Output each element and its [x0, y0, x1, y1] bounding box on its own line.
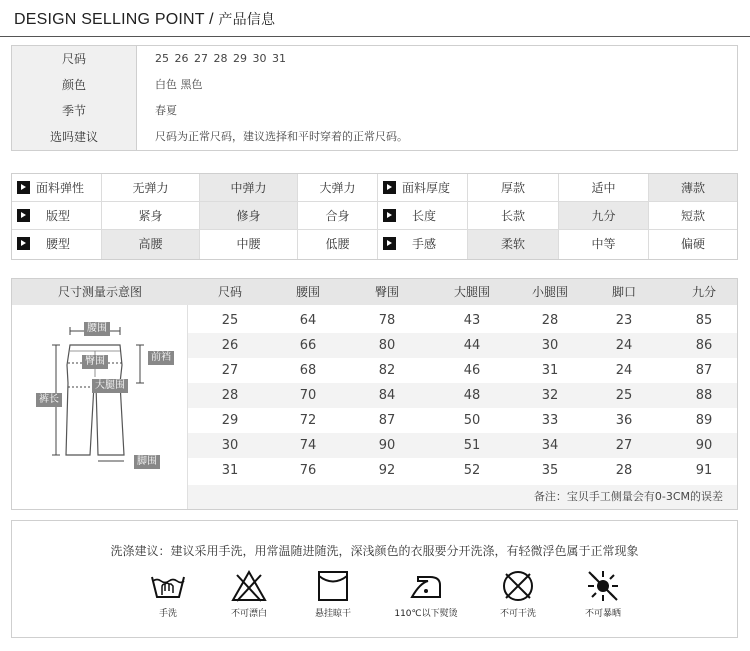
table-cell: 87	[695, 363, 713, 378]
table-cell: 89	[695, 413, 713, 428]
washing-icon-label: 不可干洗	[499, 609, 536, 619]
attributes-table	[11, 173, 738, 260]
table-cell: 85	[695, 313, 713, 328]
diagram-label-thigh: 大腿围	[92, 379, 128, 393]
table-cell: 30	[221, 438, 239, 453]
attribute-label: 版型	[12, 202, 102, 230]
table-cell: 64	[299, 313, 317, 328]
table-row	[188, 308, 737, 333]
table-cell: 74	[299, 438, 317, 453]
table-cell: 26	[221, 338, 239, 353]
attribute-option: 大弹力	[298, 174, 378, 202]
column-header: 臀围	[374, 285, 399, 299]
attribute-option-selected: 柔软	[468, 230, 559, 259]
washing-icon-item	[128, 569, 208, 629]
table-cell: 23	[615, 313, 633, 328]
table-cell: 44	[463, 338, 481, 353]
washing-icon-label: 110℃以下熨烫	[394, 609, 458, 619]
attribute-option: 短款	[649, 202, 737, 230]
table-cell: 76	[299, 463, 317, 478]
attribute-label: 腰型	[12, 230, 102, 259]
washing-section	[11, 520, 738, 638]
page-title-en: DESIGN SELLING POINT /	[14, 11, 214, 28]
table-cell: 30	[541, 338, 559, 353]
attribute-option-selected: 修身	[200, 202, 298, 230]
table-cell: 24	[615, 363, 633, 378]
table-cell: 91	[695, 463, 713, 478]
attribute-option: 合身	[298, 202, 378, 230]
attribute-label: 面料厚度	[378, 174, 468, 202]
table-cell: 31	[541, 363, 559, 378]
diagram-label-rise: 前裆	[148, 351, 174, 365]
table-cell: 27	[221, 363, 239, 378]
washing-icon-label: 不可暴晒	[584, 609, 621, 619]
section-header	[0, 0, 750, 37]
table-cell: 27	[615, 438, 633, 453]
diagram-title: 尺寸测量示意图	[57, 285, 142, 299]
basic-info-key: 颜色	[12, 72, 137, 98]
diagram-label-length: 裤长	[36, 393, 62, 407]
basic-info-table	[11, 45, 738, 151]
table-cell: 32	[541, 388, 559, 403]
basic-info-row	[12, 72, 737, 98]
attribute-label: 面料弹性	[12, 174, 102, 202]
attribute-option: 紧身	[102, 202, 200, 230]
attribute-option: 偏硬	[680, 237, 705, 251]
table-cell: 36	[615, 413, 633, 428]
table-cell: 46	[463, 363, 481, 378]
column-header: 尺码	[217, 285, 242, 299]
arrow-icon	[383, 181, 396, 194]
attribute-option: 长款	[468, 202, 559, 230]
size-note: 备注：宝贝手工侧量会有0-3CM的误差	[533, 490, 723, 503]
column-header: 小腿围	[531, 285, 568, 299]
table-cell: 33	[541, 413, 559, 428]
arrow-icon	[17, 181, 30, 194]
table-cell: 48	[463, 388, 481, 403]
washing-icon-item	[563, 569, 643, 629]
washing-icon-label: 悬挂晾干	[314, 609, 351, 619]
table-row	[188, 358, 737, 383]
basic-info-key: 尺码	[12, 46, 137, 72]
attribute-label: 长度	[378, 202, 468, 230]
table-cell: 43	[463, 313, 481, 328]
no-bleach-icon	[229, 569, 269, 603]
table-cell: 25	[615, 388, 633, 403]
basic-info-value: 25 26 27 28 29 30 31	[155, 52, 286, 65]
basic-info-row	[12, 124, 737, 150]
column-header: 脚口	[611, 285, 636, 299]
table-cell: 28	[541, 313, 559, 328]
arrow-icon	[17, 209, 30, 222]
table-cell: 90	[695, 438, 713, 453]
attribute-option: 中等	[559, 230, 649, 259]
washing-icon-item	[209, 569, 289, 629]
attribute-option-selected: 九分	[559, 202, 649, 230]
attribute-option: 厚款	[468, 174, 559, 202]
basic-info-value: 春夏	[155, 104, 177, 117]
attribute-option-selected: 薄款	[649, 174, 737, 202]
table-cell: 24	[615, 338, 633, 353]
basic-info-row	[12, 98, 737, 124]
diagram-label-waist: 腰围	[84, 322, 110, 336]
table-cell: 80	[378, 338, 396, 353]
page-title	[14, 9, 275, 29]
attribute-option: 中腰	[200, 230, 298, 259]
table-cell: 25	[221, 313, 239, 328]
attribute-option-selected: 高腰	[102, 230, 200, 259]
table-cell: 86	[695, 338, 713, 353]
table-cell: 90	[378, 438, 396, 453]
table-cell: 70	[299, 388, 317, 403]
table-cell: 87	[378, 413, 396, 428]
table-cell: 68	[299, 363, 317, 378]
washing-icon-item	[293, 569, 373, 629]
no-tumble-dry-icon	[498, 569, 538, 603]
hang-dry-icon	[313, 569, 353, 603]
table-cell: 29	[221, 413, 239, 428]
basic-info-value: 白色 黑色	[155, 78, 203, 91]
table-row	[188, 408, 737, 433]
table-cell: 50	[463, 413, 481, 428]
table-cell: 28	[221, 388, 239, 403]
table-cell: 92	[378, 463, 396, 478]
table-cell: 84	[378, 388, 396, 403]
measurement-diagram	[12, 305, 188, 509]
column-header: 腰围	[295, 285, 320, 299]
washing-icon-label: 手洗	[158, 609, 177, 619]
table-cell: 88	[695, 388, 713, 403]
table-cell: 66	[299, 338, 317, 353]
basic-info-row	[12, 46, 737, 72]
washing-icon-label: 不可漂白	[230, 609, 267, 619]
table-cell: 82	[378, 363, 396, 378]
attribute-option: 低腰	[298, 230, 378, 259]
basic-info-key: 季节	[12, 98, 137, 124]
attribute-label: 手感	[378, 230, 468, 259]
table-row	[188, 458, 737, 483]
diagram-label-hip: 臀围	[82, 355, 108, 369]
table-cell: 28	[615, 463, 633, 478]
attribute-option: 无弹力	[102, 174, 200, 202]
table-cell: 31	[221, 463, 239, 478]
table-cell: 78	[378, 313, 396, 328]
basic-info-key: 选吗建议	[12, 124, 137, 150]
arrow-icon	[383, 209, 396, 222]
diagram-label-hem: 脚围	[134, 455, 160, 469]
table-cell: 72	[299, 413, 317, 428]
no-sun-icon	[583, 569, 623, 603]
washing-icon-item	[386, 569, 466, 629]
basic-info-value: 尺码为正常尺码，建议选择和平时穿着的正常尺码。	[155, 130, 408, 143]
attribute-option: 适中	[559, 174, 649, 202]
table-row	[188, 333, 737, 358]
table-cell: 51	[463, 438, 481, 453]
attribute-option-selected: 中弹力	[200, 174, 298, 202]
page-title-cn: 产品信息	[218, 11, 276, 27]
table-row	[188, 433, 737, 458]
table-cell: 35	[541, 463, 559, 478]
washing-icon-item	[478, 569, 558, 629]
iron-icon	[406, 569, 446, 603]
size-table	[11, 278, 738, 510]
column-header: 九分	[691, 285, 716, 299]
table-row	[188, 383, 737, 408]
table-cell: 34	[541, 438, 559, 453]
hand-wash-icon	[148, 569, 188, 603]
washing-advice: 洗涤建议：建议采用手洗，用常温随进随洗，深浅颜色的衣服要分开洗涤，有轻微浮色属于正常现象	[110, 544, 639, 558]
size-table-header	[12, 279, 737, 305]
table-cell: 52	[463, 463, 481, 478]
arrow-icon	[17, 237, 30, 250]
arrow-icon	[383, 237, 396, 250]
column-header: 大腿围	[453, 285, 490, 299]
